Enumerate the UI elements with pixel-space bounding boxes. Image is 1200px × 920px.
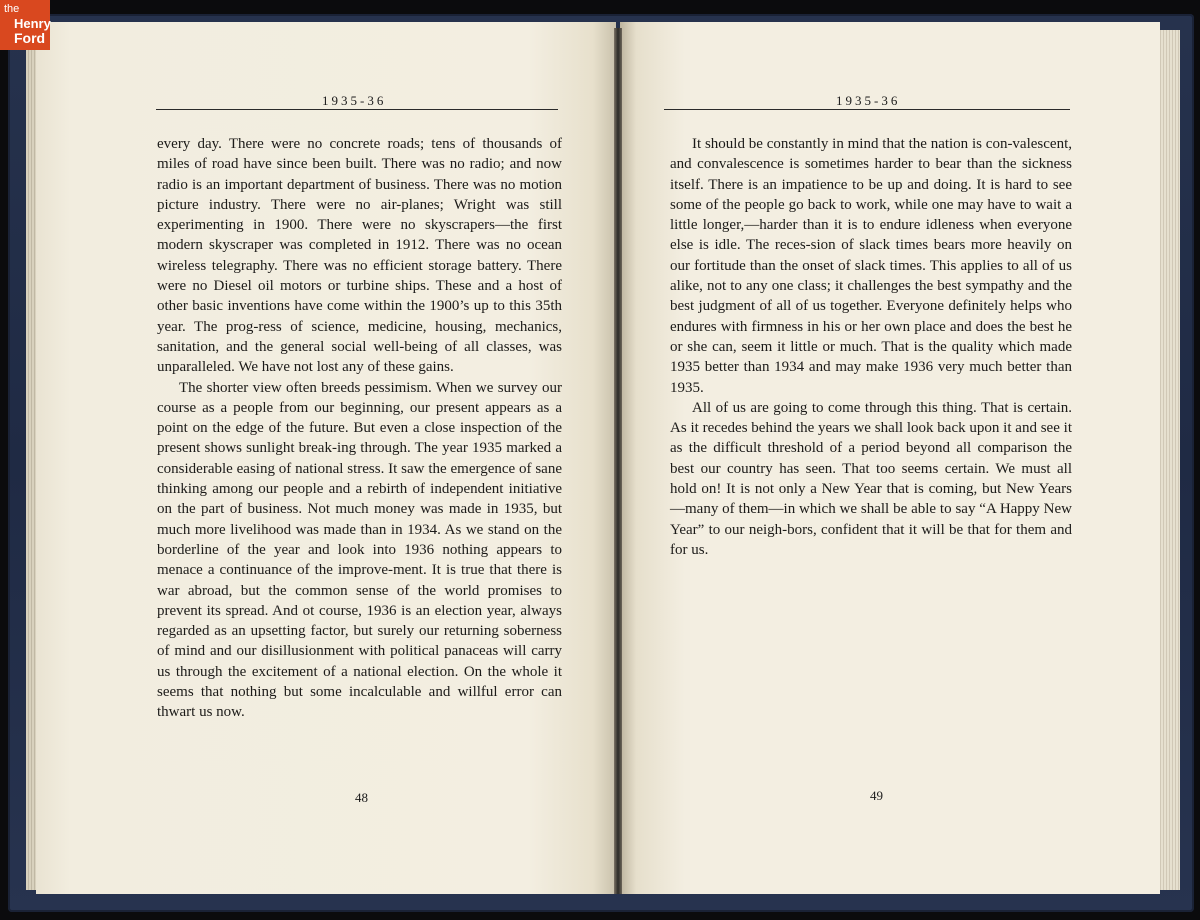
left-paragraph-2: The shorter view often breeds pessimism. When we survey our course as a people from our beginning, our present appears as a point on the edge of the future. But even a close inspection of the present shows sunlight break-ing through. The year 1935 marked a considerable easing of national stress. It saw the emergence of sane thinking among our people and a rebirth of independent initiative on the part of business. Not much money was made in 1935, but much more livelihood was made than in 1934. As we stand on the borderline of the year and look into 1936 nothing appears to menace a continuance of the improve-ment. It is true that there is war abroad, but the common sense of the world promises to prevent its spread. And ot course, 1936 is an election year, always regarded as an upsetting factor, but surely our returning soberness of mind and our disillusionment with political panaceas will carry us through the excitement of a national election. On the whole it seems that nothing but some incalculable and willful error can thwart us now. (157, 379, 562, 721)
right-running-header: 1935-36 (836, 93, 901, 108)
left-header-rule (156, 109, 558, 110)
left-running-header: 1935-36 (322, 93, 387, 108)
right-page-edges (1158, 30, 1180, 890)
right-paragraph-2: All of us are going to come through this thing. That is certain. As it recedes behind the years we shall look back upon it and see it as the difficult threshold of a period beyond all comparison the best our country has seen. That too seems certain. We must all hold on! It is not only a New Year that is coming, but New Years—many of them—in which we shall be able to say “A Happy New Year” to our neigh-bors, confident that it will be that for them and for us. (670, 399, 1072, 558)
right-page-number: 49 (870, 788, 883, 803)
book-gutter (614, 28, 622, 894)
left-page-body (157, 134, 562, 723)
logo-text-ford: Ford (14, 30, 46, 46)
left-paragraph-1: every day. There were no concrete roads; tens of thousands of miles of road have since been built. There was no radio; and now radio is an important department of business. There was no motion picture industry. There were no air-planes; Wright was still experimenting in 1900. There were no skyscrapers—the first modern skyscraper was completed in 1912. There was no ocean wireless telegraphy. There was no efficient storage battery. There were no Diesel oil motors or turbine ships. These and a host of other basic inventions have come within the 1900’s up to this 35th year. The prog-ress of science, medicine, housing, mechanics, sanitation, and the general social well-being of all classes, was unparalleled. We have not lost any of these gains. (157, 136, 562, 376)
right-page-body (670, 134, 1072, 560)
henry-ford-logo (0, 0, 50, 50)
logo-text-the: the (4, 3, 20, 15)
right-paragraph-1: It should be constantly in mind that the nation is con-valescent, and convalescence is sometimes harder to bear than the sickness itself. There is an impatience to be up and doing. It is hard to see some of the people go back to work, while one may have to wait a little longer,—harder than it is to endure idleness when everyone else is idle. The reces-sion of slack times bears more heavily on our fortitude than the onset of slack times. This applies to all of us alike, not to any one class; it challenges the best sympathy and the best judgment of all of us together. Everyone definitely helps who endures with firmness in his or her own place and does the best he or she can, seem it little or much. That is the quality which made 1935 better than 1934 and may make 1936 very much better than 1935. (670, 136, 1072, 396)
right-header-rule (664, 109, 1070, 110)
left-page-number: 48 (355, 790, 368, 805)
logo-text-henry: Henry (14, 16, 51, 31)
